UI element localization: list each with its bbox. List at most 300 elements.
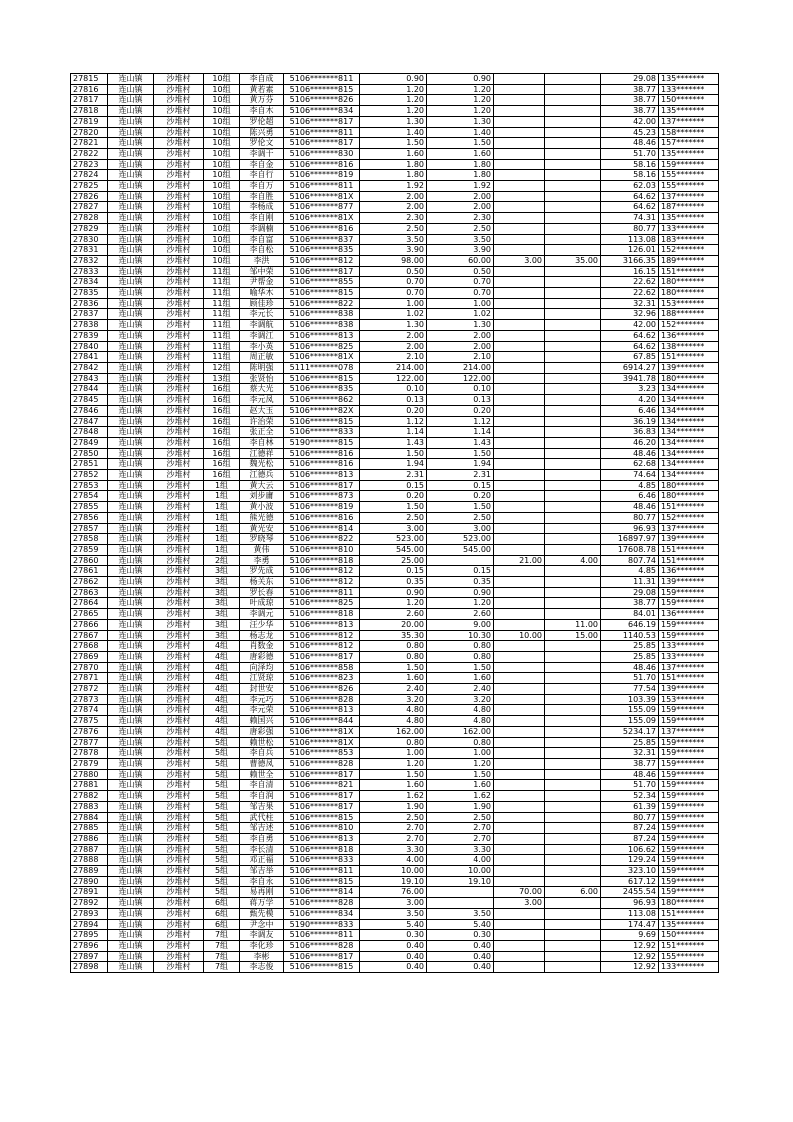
cell-area-b	[494, 448, 545, 459]
cell-town: 连山镇	[108, 705, 154, 716]
cell-area-total: 2.00	[360, 191, 427, 202]
table-row	[71, 523, 719, 534]
cell-area-a: 10.30	[427, 630, 494, 641]
cell-area-c	[545, 684, 601, 695]
cell-area-b	[494, 470, 545, 481]
cell-area-total: 2.40	[360, 684, 427, 695]
cell-name: 罗伦文	[240, 138, 284, 149]
cell-area-total: 3.50	[360, 908, 427, 919]
cell-area-a: 3.30	[427, 844, 494, 855]
cell-village: 沙堆村	[154, 384, 204, 395]
table-row	[71, 395, 719, 406]
cell-amount: 87.24	[601, 833, 659, 844]
cell-area-total: 545.00	[360, 544, 427, 555]
cell-village: 沙堆村	[154, 234, 204, 245]
cell-area-b: 3.00	[494, 898, 545, 909]
cell-group: 16组	[204, 416, 240, 427]
cell-area-c	[545, 523, 601, 534]
cell-phone: 155*******	[659, 181, 719, 192]
cell-area-b	[494, 759, 545, 770]
cell-name: 李自清	[240, 780, 284, 791]
table-row	[71, 855, 719, 866]
cell-name: 赖国兴	[240, 716, 284, 727]
cell-area-b	[494, 651, 545, 662]
cell-area-total: 4.00	[360, 855, 427, 866]
cell-phone: 159*******	[659, 630, 719, 641]
cell-name: 黄若素	[240, 84, 284, 95]
cell-id-number: 5106*******838	[284, 320, 360, 331]
cell-area-c	[545, 459, 601, 470]
cell-id-number: 5106*******844	[284, 716, 360, 727]
cell-area-total: 98.00	[360, 255, 427, 266]
cell-phone: 151*******	[659, 940, 719, 951]
cell-area-c: 4.00	[545, 555, 601, 566]
cell-area-total: 2.00	[360, 202, 427, 213]
cell-group: 4组	[204, 705, 240, 716]
cell-town: 连山镇	[108, 823, 154, 834]
cell-name: 李元凤	[240, 395, 284, 406]
cell-amount: 48.46	[601, 138, 659, 149]
cell-area-a: 1.02	[427, 309, 494, 320]
cell-area-total: 0.13	[360, 395, 427, 406]
cell-row-id: 27878	[71, 748, 108, 759]
cell-name: 唐彩德	[240, 651, 284, 662]
cell-village: 沙堆村	[154, 619, 204, 630]
cell-area-total: 1.60	[360, 780, 427, 791]
cell-amount: 96.93	[601, 523, 659, 534]
cell-area-total: 25.00	[360, 555, 427, 566]
cell-name: 熊光德	[240, 512, 284, 523]
cell-town: 连山镇	[108, 277, 154, 288]
cell-group: 1组	[204, 534, 240, 545]
table-row	[71, 159, 719, 170]
cell-name: 李自胜	[240, 191, 284, 202]
table-row	[71, 737, 719, 748]
cell-town: 连山镇	[108, 726, 154, 737]
cell-name: 甄先模	[240, 908, 284, 919]
cell-village: 沙堆村	[154, 181, 204, 192]
cell-row-id: 27895	[71, 930, 108, 941]
cell-phone: 159*******	[659, 759, 719, 770]
cell-town: 连山镇	[108, 320, 154, 331]
cell-id-number: 5106*******817	[284, 266, 360, 277]
cell-row-id: 27835	[71, 288, 108, 299]
cell-area-total: 1.60	[360, 673, 427, 684]
cell-id-number: 5106*******828	[284, 898, 360, 909]
cell-amount: 4.85	[601, 566, 659, 577]
cell-area-c	[545, 940, 601, 951]
cell-town: 连山镇	[108, 341, 154, 352]
cell-row-id: 27853	[71, 480, 108, 491]
cell-area-b	[494, 705, 545, 716]
cell-row-id: 27889	[71, 866, 108, 877]
cell-area-a: 2.00	[427, 191, 494, 202]
cell-area-c: 35.00	[545, 255, 601, 266]
cell-group: 7组	[204, 930, 240, 941]
cell-phone: 152*******	[659, 512, 719, 523]
cell-group: 16组	[204, 448, 240, 459]
cell-area-b	[494, 673, 545, 684]
cell-area-total: 1.50	[360, 502, 427, 513]
cell-row-id: 27855	[71, 502, 108, 513]
cell-town: 连山镇	[108, 791, 154, 802]
cell-phone: 151*******	[659, 908, 719, 919]
cell-area-a: 1.40	[427, 127, 494, 138]
cell-village: 沙堆村	[154, 930, 204, 941]
cell-name: 尹念中	[240, 919, 284, 930]
cell-amount: 2455.54	[601, 887, 659, 898]
cell-area-b	[494, 74, 545, 85]
cell-amount: 126.01	[601, 245, 659, 256]
cell-id-number: 5106*******815	[284, 962, 360, 973]
cell-area-b	[494, 352, 545, 363]
cell-group: 2组	[204, 555, 240, 566]
cell-area-a: 2.50	[427, 512, 494, 523]
cell-id-number: 5106*******877	[284, 202, 360, 213]
cell-area-c	[545, 662, 601, 673]
table-row	[71, 181, 719, 192]
cell-area-a: 0.80	[427, 737, 494, 748]
cell-id-number: 5106*******817	[284, 801, 360, 812]
cell-amount: 38.77	[601, 95, 659, 106]
cell-area-total: 0.80	[360, 651, 427, 662]
cell-village: 沙堆村	[154, 801, 204, 812]
cell-phone: 159*******	[659, 737, 719, 748]
cell-area-a: 4.00	[427, 855, 494, 866]
cell-row-id: 27894	[71, 919, 108, 930]
cell-area-a: 0.35	[427, 577, 494, 588]
cell-area-total: 523.00	[360, 534, 427, 545]
cell-group: 6组	[204, 898, 240, 909]
cell-village: 沙堆村	[154, 116, 204, 127]
cell-group: 10组	[204, 191, 240, 202]
cell-area-total: 0.20	[360, 491, 427, 502]
cell-amount: 74.31	[601, 213, 659, 224]
cell-name: 魏光松	[240, 459, 284, 470]
cell-id-number: 5106*******817	[284, 116, 360, 127]
cell-area-c	[545, 812, 601, 823]
cell-row-id: 27875	[71, 716, 108, 727]
cell-row-id: 27841	[71, 352, 108, 363]
table-row	[71, 598, 719, 609]
cell-area-total: 1.50	[360, 662, 427, 673]
table-row	[71, 930, 719, 941]
cell-area-b	[494, 298, 545, 309]
table-row	[71, 427, 719, 438]
cell-name: 李调楠	[240, 223, 284, 234]
cell-name: 李长清	[240, 844, 284, 855]
cell-town: 连山镇	[108, 855, 154, 866]
cell-phone: 159*******	[659, 748, 719, 759]
cell-phone: 153*******	[659, 694, 719, 705]
cell-town: 连山镇	[108, 74, 154, 85]
cell-area-total: 1.20	[360, 106, 427, 117]
cell-group: 11组	[204, 320, 240, 331]
cell-id-number: 5106*******834	[284, 908, 360, 919]
cell-phone: 151*******	[659, 352, 719, 363]
table-row	[71, 609, 719, 620]
cell-group: 3组	[204, 566, 240, 577]
table-row	[71, 234, 719, 245]
table-row	[71, 759, 719, 770]
cell-village: 沙堆村	[154, 694, 204, 705]
cell-town: 连山镇	[108, 534, 154, 545]
cell-row-id: 27896	[71, 940, 108, 951]
cell-phone: 159*******	[659, 876, 719, 887]
cell-id-number: 5106*******825	[284, 598, 360, 609]
cell-group: 10组	[204, 181, 240, 192]
cell-area-b	[494, 780, 545, 791]
cell-village: 沙堆村	[154, 491, 204, 502]
cell-area-a: 0.40	[427, 951, 494, 962]
cell-name: 杨志龙	[240, 630, 284, 641]
cell-name: 叶成琼	[240, 598, 284, 609]
cell-village: 沙堆村	[154, 480, 204, 491]
table-row	[71, 908, 719, 919]
cell-amount: 16.15	[601, 266, 659, 277]
cell-group: 16组	[204, 395, 240, 406]
cell-group: 5组	[204, 791, 240, 802]
cell-area-c	[545, 534, 601, 545]
cell-group: 10组	[204, 223, 240, 234]
table-row	[71, 630, 719, 641]
cell-amount: 36.19	[601, 416, 659, 427]
cell-town: 连山镇	[108, 298, 154, 309]
cell-town: 连山镇	[108, 181, 154, 192]
cell-name: 李元荣	[240, 705, 284, 716]
cell-area-total: 1.20	[360, 598, 427, 609]
cell-area-b	[494, 330, 545, 341]
table-row	[71, 223, 719, 234]
cell-phone: 159*******	[659, 887, 719, 898]
cell-village: 沙堆村	[154, 341, 204, 352]
cell-area-b: 21.00	[494, 555, 545, 566]
cell-town: 连山镇	[108, 170, 154, 181]
cell-name: 李自勇	[240, 833, 284, 844]
cell-row-id: 27888	[71, 855, 108, 866]
cell-id-number: 5106*******81X	[284, 191, 360, 202]
cell-row-id: 27884	[71, 812, 108, 823]
cell-area-a: 2.70	[427, 823, 494, 834]
cell-id-number: 5106*******81X	[284, 213, 360, 224]
cell-group: 1组	[204, 502, 240, 513]
cell-name: 李自成	[240, 74, 284, 85]
cell-area-total: 2.31	[360, 470, 427, 481]
cell-village: 沙堆村	[154, 587, 204, 598]
cell-area-total: 2.00	[360, 330, 427, 341]
cell-area-a: 0.20	[427, 491, 494, 502]
cell-group: 10组	[204, 138, 240, 149]
cell-row-id: 27856	[71, 512, 108, 523]
cell-group: 10组	[204, 159, 240, 170]
cell-area-b	[494, 641, 545, 652]
cell-area-total: 214.00	[360, 362, 427, 373]
cell-area-a: 1.60	[427, 148, 494, 159]
cell-area-b	[494, 716, 545, 727]
cell-area-c	[545, 791, 601, 802]
cell-village: 沙堆村	[154, 191, 204, 202]
cell-area-total: 0.40	[360, 940, 427, 951]
cell-village: 沙堆村	[154, 330, 204, 341]
cell-area-a: 3.50	[427, 908, 494, 919]
cell-phone: 180*******	[659, 288, 719, 299]
cell-town: 连山镇	[108, 223, 154, 234]
cell-area-a: 1.50	[427, 448, 494, 459]
cell-town: 连山镇	[108, 619, 154, 630]
cell-village: 沙堆村	[154, 288, 204, 299]
cell-area-c	[545, 705, 601, 716]
table-row	[71, 534, 719, 545]
cell-name: 顾佳珍	[240, 298, 284, 309]
cell-area-c	[545, 320, 601, 331]
cell-town: 连山镇	[108, 673, 154, 684]
cell-area-a: 1.00	[427, 748, 494, 759]
cell-area-a: 0.10	[427, 384, 494, 395]
table-row	[71, 148, 719, 159]
cell-area-b	[494, 544, 545, 555]
cell-row-id: 27898	[71, 962, 108, 973]
cell-id-number: 5106*******811	[284, 866, 360, 877]
cell-area-c	[545, 609, 601, 620]
cell-phone: 159*******	[659, 844, 719, 855]
cell-village: 沙堆村	[154, 523, 204, 534]
cell-group: 4组	[204, 662, 240, 673]
cell-id-number: 5106*******816	[284, 459, 360, 470]
table-row	[71, 459, 719, 470]
cell-area-c	[545, 641, 601, 652]
cell-name: 李自行	[240, 170, 284, 181]
cell-phone: 139*******	[659, 534, 719, 545]
cell-town: 连山镇	[108, 951, 154, 962]
cell-amount: 12.92	[601, 940, 659, 951]
cell-town: 连山镇	[108, 598, 154, 609]
cell-area-a: 2.50	[427, 812, 494, 823]
cell-area-c	[545, 309, 601, 320]
table-row	[71, 84, 719, 95]
cell-area-a: 1.50	[427, 502, 494, 513]
table-row	[71, 577, 719, 588]
cell-area-b	[494, 566, 545, 577]
cell-town: 连山镇	[108, 544, 154, 555]
cell-area-c	[545, 341, 601, 352]
cell-area-c	[545, 544, 601, 555]
cell-amount: 12.92	[601, 951, 659, 962]
cell-area-c	[545, 962, 601, 973]
table-row	[71, 662, 719, 673]
cell-name: 邹吉举	[240, 866, 284, 877]
cell-group: 10组	[204, 213, 240, 224]
cell-name: 李自永	[240, 876, 284, 887]
cell-area-total: 1.50	[360, 138, 427, 149]
cell-id-number: 5106*******811	[284, 930, 360, 941]
cell-amount: 80.77	[601, 223, 659, 234]
cell-area-c	[545, 395, 601, 406]
cell-phone: 151*******	[659, 673, 719, 684]
cell-village: 沙堆村	[154, 887, 204, 898]
cell-town: 连山镇	[108, 716, 154, 727]
cell-group: 4组	[204, 694, 240, 705]
cell-amount: 113.08	[601, 234, 659, 245]
cell-name: 黄小波	[240, 502, 284, 513]
cell-area-total: 3.20	[360, 694, 427, 705]
cell-id-number: 5111*******078	[284, 362, 360, 373]
cell-group: 4组	[204, 673, 240, 684]
cell-town: 连山镇	[108, 373, 154, 384]
cell-id-number: 5106*******813	[284, 705, 360, 716]
cell-area-total: 2.50	[360, 223, 427, 234]
cell-row-id: 27837	[71, 309, 108, 320]
cell-area-b	[494, 598, 545, 609]
cell-town: 连山镇	[108, 116, 154, 127]
cell-id-number: 5106*******813	[284, 470, 360, 481]
cell-phone: 137*******	[659, 523, 719, 534]
cell-town: 连山镇	[108, 940, 154, 951]
table-row	[71, 74, 719, 85]
cell-area-total: 3.50	[360, 234, 427, 245]
cell-area-b: 10.00	[494, 630, 545, 641]
cell-name: 李小英	[240, 341, 284, 352]
cell-phone: 150*******	[659, 930, 719, 941]
cell-name: 李勇	[240, 555, 284, 566]
cell-id-number: 5106*******855	[284, 277, 360, 288]
cell-village: 沙堆村	[154, 223, 204, 234]
cell-area-total: 2.00	[360, 341, 427, 352]
cell-area-c	[545, 234, 601, 245]
cell-area-b	[494, 855, 545, 866]
cell-area-b	[494, 908, 545, 919]
cell-id-number: 5106*******81X	[284, 737, 360, 748]
cell-phone: 138*******	[659, 341, 719, 352]
cell-area-a: 2.30	[427, 213, 494, 224]
cell-town: 连山镇	[108, 384, 154, 395]
cell-phone: 151*******	[659, 555, 719, 566]
cell-area-b	[494, 523, 545, 534]
cell-amount: 4.20	[601, 395, 659, 406]
cell-village: 沙堆村	[154, 919, 204, 930]
cell-village: 沙堆村	[154, 759, 204, 770]
cell-area-total: 0.70	[360, 288, 427, 299]
cell-area-a: 1.20	[427, 84, 494, 95]
table-row	[71, 812, 719, 823]
cell-amount: 64.62	[601, 330, 659, 341]
cell-area-c	[545, 223, 601, 234]
cell-phone: 159*******	[659, 791, 719, 802]
cell-village: 沙堆村	[154, 437, 204, 448]
cell-id-number: 5106*******826	[284, 95, 360, 106]
cell-row-id: 27871	[71, 673, 108, 684]
cell-phone: 135*******	[659, 213, 719, 224]
cell-area-a: 0.90	[427, 587, 494, 598]
cell-area-a: 1.62	[427, 791, 494, 802]
cell-town: 连山镇	[108, 876, 154, 887]
table-row	[71, 437, 719, 448]
cell-area-b	[494, 245, 545, 256]
table-row	[71, 726, 719, 737]
cell-group: 10组	[204, 234, 240, 245]
cell-town: 连山镇	[108, 812, 154, 823]
cell-id-number: 5106*******828	[284, 940, 360, 951]
cell-area-c	[545, 866, 601, 877]
cell-area-b	[494, 769, 545, 780]
cell-amount: 42.00	[601, 116, 659, 127]
cell-amount: 155.09	[601, 705, 659, 716]
cell-area-c	[545, 566, 601, 577]
cell-id-number: 5106*******814	[284, 523, 360, 534]
cell-area-a: 0.13	[427, 395, 494, 406]
cell-village: 沙堆村	[154, 726, 204, 737]
cell-town: 连山镇	[108, 684, 154, 695]
cell-town: 连山镇	[108, 148, 154, 159]
